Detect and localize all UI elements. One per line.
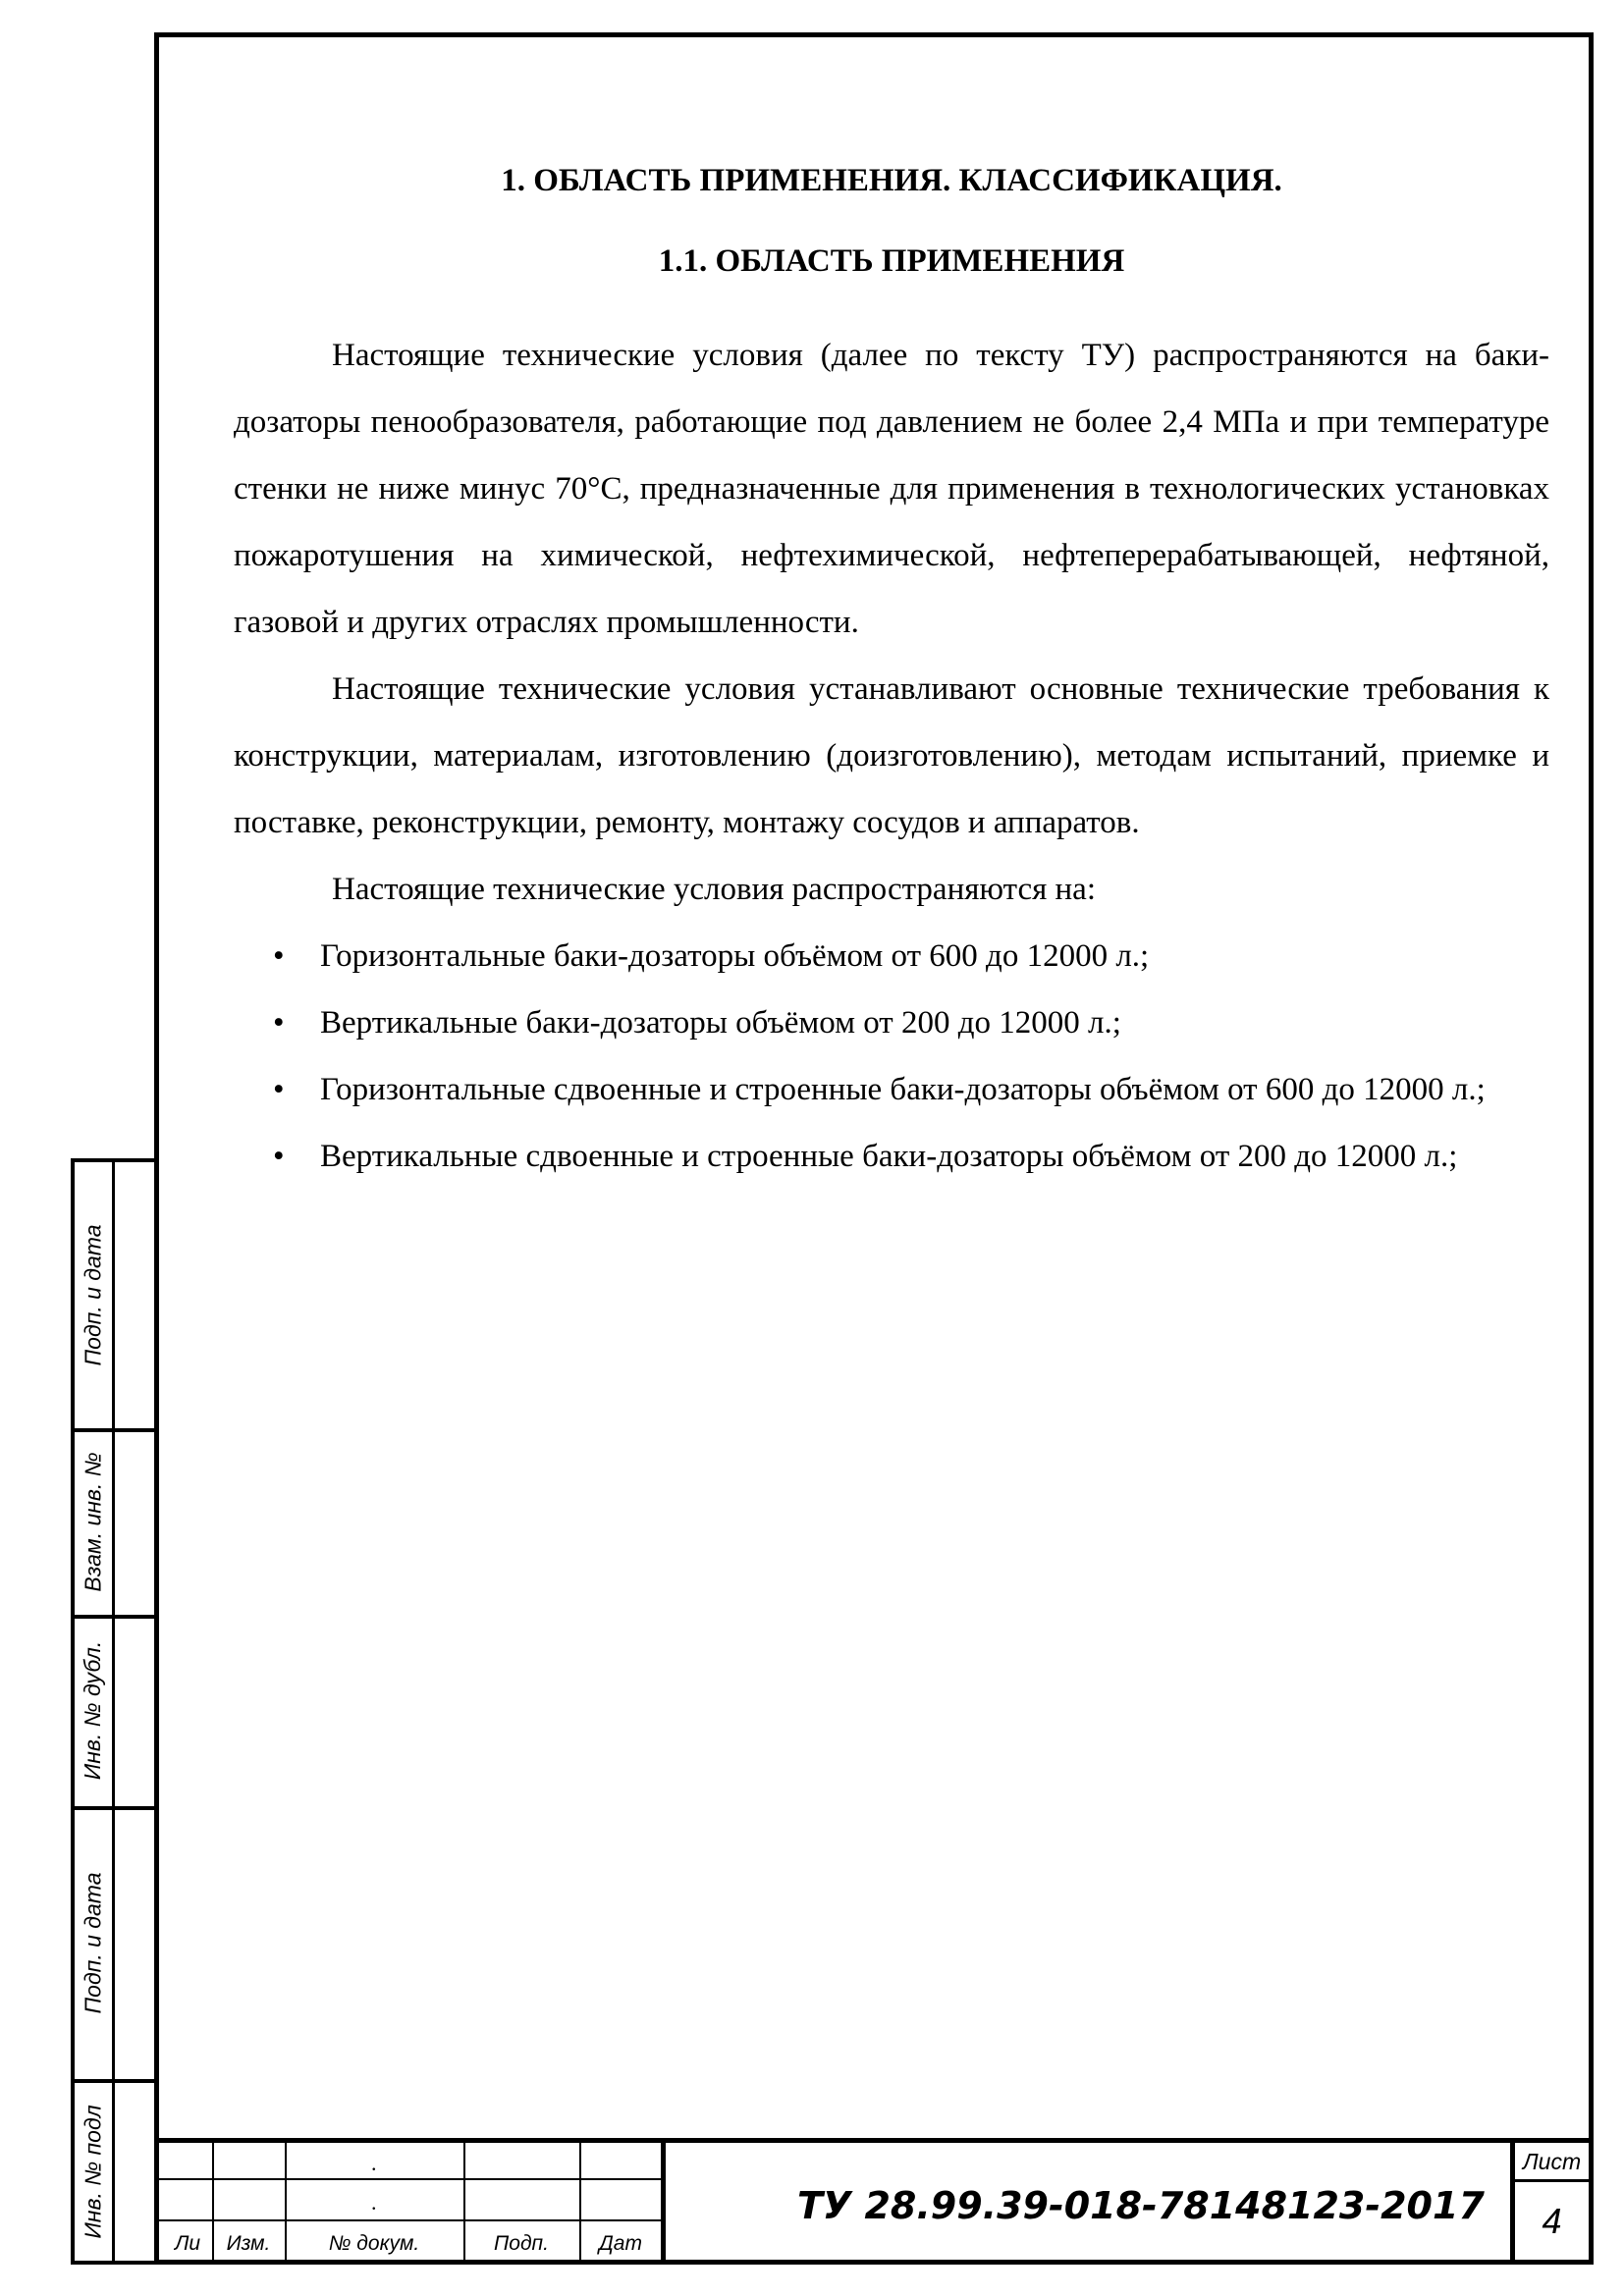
side-cell-podp-data-top: [75, 1162, 112, 1428]
side-label-vzam-inv: Взам. инв. №: [80, 1451, 106, 1592]
list-item-text: Вертикальные баки-дозаторы объёмом от 200 до 12000 л.;: [320, 1005, 1121, 1041]
side-cell-podp-data-bottom: [75, 1806, 112, 2079]
sheet-number: 4: [1542, 2201, 1562, 2241]
side-divider: [75, 1615, 154, 1619]
side-cell-vzam-inv: [75, 1428, 112, 1615]
list-item-text: Горизонтальные сдвоенные и строенные баки-дозаторы объёмом от 600 до 12000 л.;: [320, 1072, 1486, 1107]
col-dat-label: Дат: [599, 2232, 642, 2255]
bullet-icon: •: [273, 938, 285, 974]
col-podp-label: Подп.: [494, 2232, 549, 2255]
document-body: [234, 147, 1549, 1190]
list-item: [234, 989, 1549, 1056]
side-divider: [75, 1428, 154, 1432]
sheet-box: [1510, 2143, 1589, 2260]
document-code: ТУ 28.99.39-018-78148123-2017: [797, 2184, 1485, 2227]
grid-line: [159, 2219, 661, 2221]
list-item-text: Горизонтальные баки-дозаторы объёмом от 600 до 12000 л.;: [320, 938, 1150, 974]
col-dokum-label: № докум.: [328, 2232, 420, 2255]
paragraph: Настоящие технические условия распространяются на:: [332, 872, 1096, 907]
subsection-heading: 1.1. ОБЛАСТЬ ПРИМЕНЕНИЯ: [658, 243, 1125, 279]
col-izm-label: Изм.: [226, 2232, 271, 2255]
list-item: [234, 1056, 1549, 1123]
bullet-list: [234, 923, 1549, 1190]
side-stamp: [71, 1158, 154, 2265]
side-label-inv-dubl: Инв. № дубл.: [80, 1640, 106, 1781]
list-item: [234, 1123, 1549, 1190]
side-divider: [75, 1806, 154, 1810]
side-divider: [75, 2079, 154, 2083]
side-cell-inv-podl: [75, 2079, 112, 2265]
list-item-text: Вертикальные сдвоенные и строенные баки-дозаторы объёмом от 200 до 12000 л.;: [320, 1139, 1458, 1174]
side-label-podp-data-top: Подп. и дата: [80, 1224, 106, 1366]
title-block-grid: [159, 2143, 666, 2260]
paragraph: Настоящие технические условия устанавливают основные технические требования к конструкции, материалам, изготовлению (доизготовлению), методам испытаний, приемке и поставке, реконструкции, ремонту, монтажу сосудов и аппаратов.: [234, 671, 1549, 840]
bullet-icon: •: [273, 1005, 285, 1041]
list-item: [234, 923, 1549, 989]
bullet-icon: •: [273, 1072, 285, 1107]
sheet-label: Лист: [1515, 2143, 1589, 2182]
side-label-podp-data-bottom: Подп. и дата: [80, 1872, 106, 2013]
paragraph: Настоящие технические условия (далее по тексту ТУ) распространяются на баки-дозаторы пенообразователя, работающие под давлением не более 2,4 МПа и при температуре стенки не ниже минус 70°С, предназначенные для применения в технологических установках пожаротушения на химической, нефтехимической, нефтеперерабатывающей, нефтяной, газовой и других отраслях промышленности.: [234, 338, 1549, 640]
side-stamp-labels: [75, 1162, 115, 2261]
title-block-dot: .: [371, 2190, 377, 2215]
grid-line: [159, 2178, 661, 2180]
title-block: [154, 2138, 1594, 2265]
side-cell-inv-dubl: [75, 1615, 112, 1806]
title-block-dot: .: [371, 2151, 377, 2175]
col-li-label: Ли: [174, 2232, 201, 2255]
side-label-inv-podl: Инв. № подл: [80, 2105, 106, 2239]
bullet-icon: •: [273, 1139, 285, 1174]
section-heading: 1. ОБЛАСТЬ ПРИМЕНЕНИЯ. КЛАССИФИКАЦИЯ.: [501, 163, 1282, 198]
side-stamp-values: [115, 1162, 154, 2261]
